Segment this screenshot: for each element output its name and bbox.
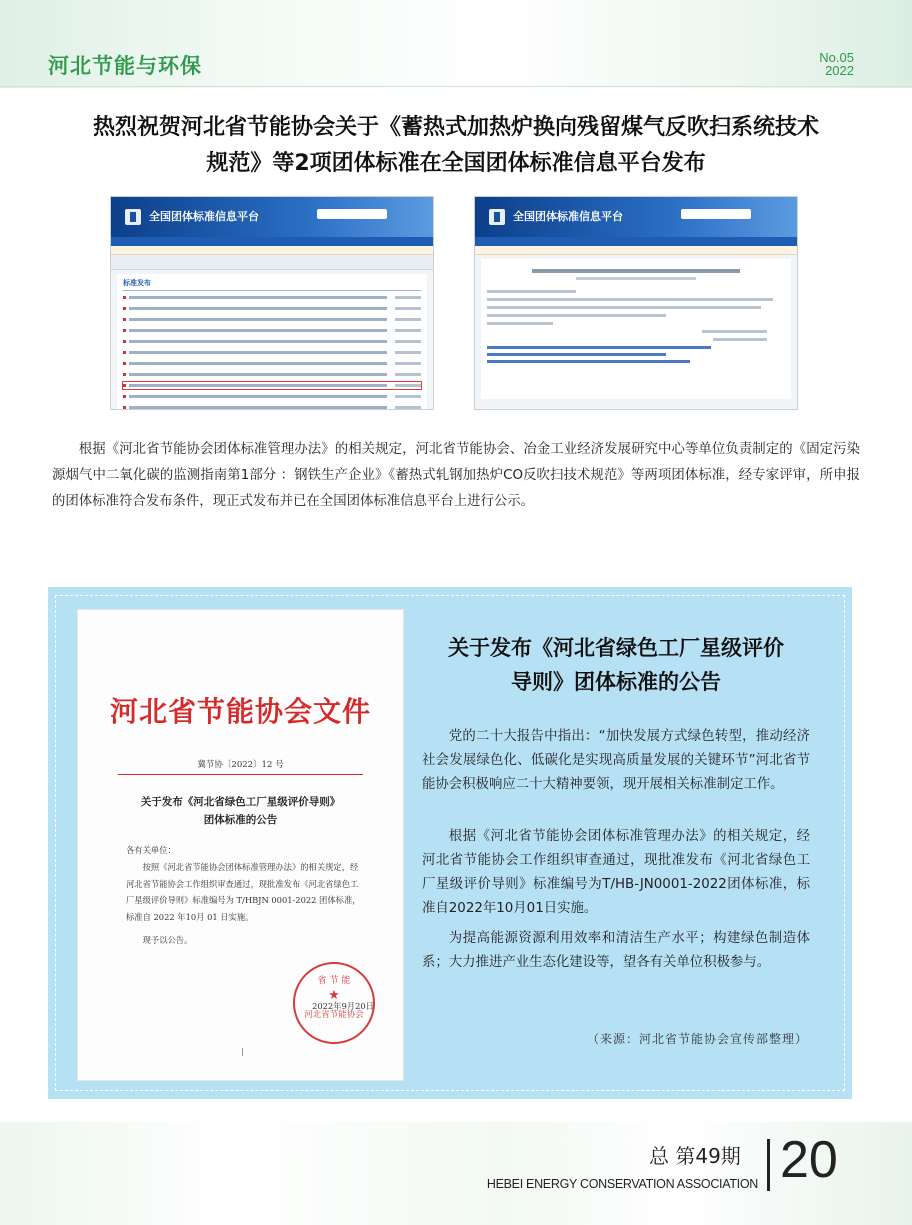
- platform-title: 全国团体标准信息平台: [149, 210, 259, 223]
- document-notice-title-line-2: 团体标准的公告: [203, 814, 278, 826]
- page-number: 20: [780, 1131, 838, 1189]
- header-divider: [0, 86, 912, 87]
- platform-banner: [111, 197, 433, 237]
- notice-paragraph: 党的二十大报告中指出：“加快发展方式绿色转型，推动经济社会发展绿色化、低碳化是实现高质量发展的关键环节”河北省节能协会积极响应二十大精神要领，现开展相关标准制定工作。: [422, 729, 810, 792]
- notice-paragraph: 为提高能源资源利用效率和清洁生产水平；构建绿色制造体系；大力推进产业生态化建设等，望各有关单位积极参与。: [422, 931, 810, 970]
- issue-no-text: No.05: [819, 50, 854, 65]
- document-body: 按照《河北省节能协会团体标准管理办法》的相关规定，经河北省节能协会工作组织审查通过，现批准发布《河北省绿色工厂星级评价导则》标准编号为 T/HBJN 0001-2022 团体标准，标准自 2022 年10月 01 日实施。: [126, 862, 361, 922]
- platform-screenshot-detail: [474, 196, 798, 410]
- notice-title: [416, 631, 816, 699]
- document-salutation: 各有关单位：: [126, 845, 176, 855]
- seal-name-text: 河北省节能协会: [304, 1010, 364, 1020]
- article-source: （来源：河北省节能协会宣传部整理）: [586, 1032, 808, 1046]
- platform-search-box: [681, 209, 751, 219]
- platform-logo-icon: [489, 209, 505, 225]
- official-document-image: [77, 609, 404, 1081]
- page-number-divider: [767, 1139, 770, 1191]
- platform-nav: [111, 237, 433, 246]
- document-notice-title: [78, 793, 403, 829]
- issue-label: 总 第49期: [649, 1144, 741, 1168]
- platform-notice-strip: [475, 246, 797, 255]
- headline-line-1: 热烈祝贺河北省节能协会关于《蓄热式加热炉换向残留煤气反吹扫系统技术: [92, 115, 819, 140]
- platform-search-box: [317, 209, 387, 219]
- issue-year-text: 2022: [825, 63, 854, 78]
- article1-headline: [40, 110, 872, 182]
- notice-title-line-2: 导则》团体标准的公告: [511, 670, 721, 694]
- platform-breadcrumb: [111, 255, 433, 270]
- document-red-rule: [118, 774, 363, 775]
- list-item-highlighted: [123, 382, 421, 389]
- document-number: 冀节协〔2022〕12 号: [197, 760, 284, 770]
- list-item: [123, 393, 421, 400]
- document-page-tick: [242, 1048, 243, 1056]
- list-item: [123, 404, 421, 410]
- list-item: [123, 294, 421, 301]
- platform-nav: [475, 237, 797, 246]
- platform-screenshot-list: [110, 196, 434, 410]
- platform-banner: [475, 197, 797, 237]
- list-item: [123, 349, 421, 356]
- notice-panel: [48, 587, 852, 1099]
- issue-number: [819, 51, 854, 77]
- article1-body: 根据《河北省节能协会团体标准管理办法》的相关规定，河北省节能协会、冶金工业经济发展研究中心等单位负责制定的《固定污染源烟气中二氧化碳的监测指南第1部分 ：钢铁生产企业》《蓄热式轧钢加热炉CO反吹扫技术规范》等两项团体标准，经专家评审，所申报的团体标准符合发布条件，现正式发布并已在全国团体标准信息平台上进行公示。: [52, 442, 860, 509]
- document-notice-title-line-1: 关于发布《河北省绿色工厂星级评价导则》: [140, 796, 341, 808]
- notice-paragraph: 根据《河北省节能协会团体标准管理办法》的相关规定，经河北省节能协会工作组织审查通过，现批准发布《河北省绿色工厂星级评价导则》标准编号为T/HB-JN0001-2022团体标准，标准自2022年10月01日实施。: [422, 829, 810, 916]
- list-item: [123, 305, 421, 312]
- platform-detail-panel: [481, 259, 791, 399]
- seal-top-text: 省 节 能: [317, 976, 351, 986]
- notice-title-line-1: 关于发布《河北省绿色工厂星级评价: [448, 636, 784, 660]
- list-item: [123, 316, 421, 323]
- list-item: [123, 360, 421, 367]
- list-heading: 标准发布: [123, 278, 421, 291]
- platform-logo-icon: [125, 209, 141, 225]
- document-red-header: 河北省节能协会文件: [109, 695, 371, 728]
- platform-title: 全国团体标准信息平台: [513, 210, 623, 223]
- platform-list-panel: [117, 274, 427, 410]
- footer-band: [0, 1122, 912, 1225]
- headline-line-2: 规范》等2项团体标准在全国团体标准信息平台发布: [206, 151, 706, 176]
- seal-star-icon: ★: [328, 988, 340, 1003]
- magazine-title: 河北节能与环保: [48, 54, 202, 78]
- list-item: [123, 327, 421, 334]
- document-sign-date: 2022年9月20日: [312, 1001, 374, 1011]
- list-item: [123, 371, 421, 378]
- journal-english-name: HEBEI ENERGY CONSERVATION ASSOCIATION: [486, 1177, 758, 1191]
- list-item: [123, 338, 421, 345]
- platform-notice-strip: [111, 246, 433, 255]
- document-closing: 现予以公告。: [142, 935, 193, 945]
